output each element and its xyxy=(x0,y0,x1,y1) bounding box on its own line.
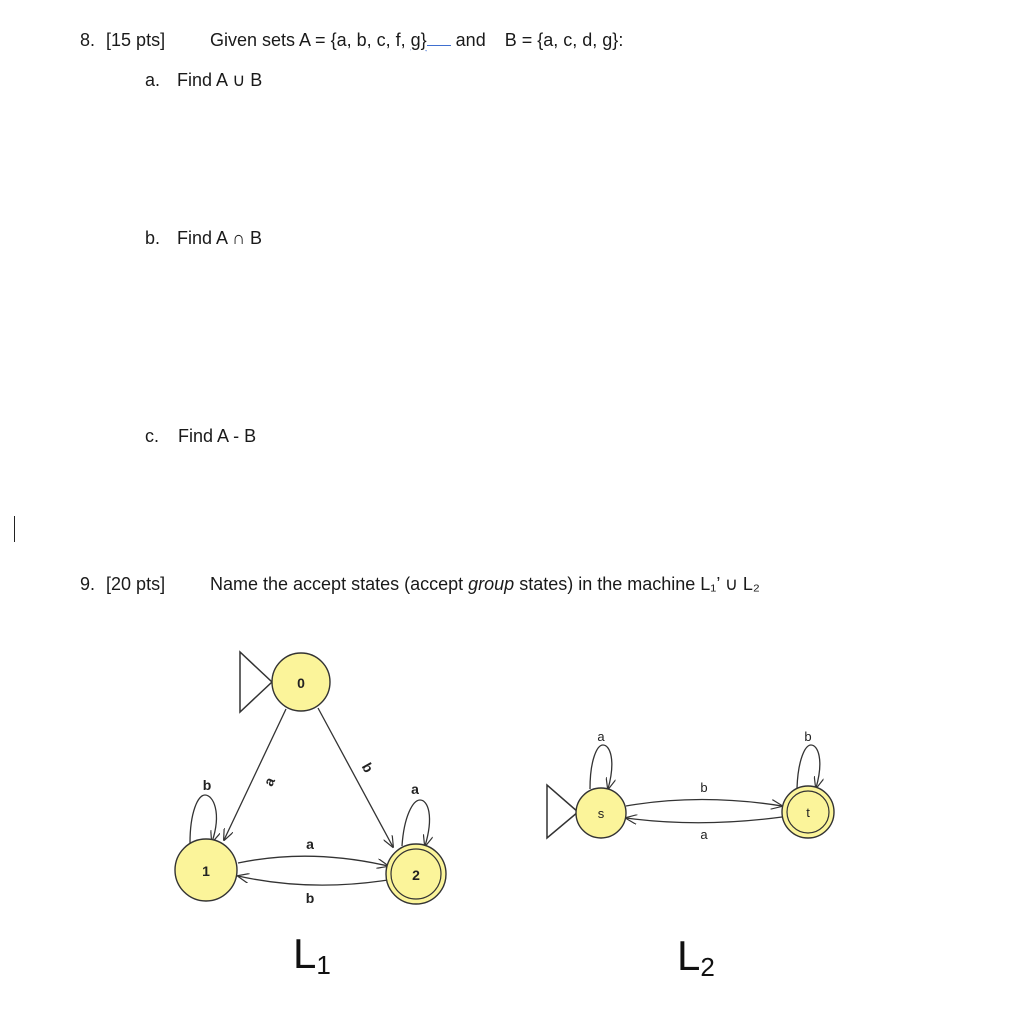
l1-edge-1-2 xyxy=(238,856,388,866)
machine-l1 xyxy=(175,652,446,980)
l1-label-edge-0-2: b xyxy=(358,759,377,776)
l2-caption-sub: 2 xyxy=(700,952,715,982)
l2-loop-s xyxy=(590,745,612,789)
l2-edge-s-t xyxy=(626,800,782,807)
q8-part-b-text: Find A ∩ B xyxy=(177,228,263,248)
l1-loop-2 xyxy=(402,800,429,846)
l2-label-edge-s-t: b xyxy=(700,780,708,795)
l2-caption-main: L xyxy=(677,932,701,979)
l2-state-s-label: s xyxy=(597,806,605,821)
q8-part-c-text: Find A - B xyxy=(178,426,257,446)
l2-caption xyxy=(677,932,715,982)
q8-number: 8. xyxy=(80,30,96,50)
l1-caption-sub: 1 xyxy=(316,950,331,980)
l1-edge-2-1 xyxy=(238,876,388,885)
q8-prompt-set-a: Given sets A = {a, b, c, f, xyxy=(210,30,411,50)
q9-number: 9. xyxy=(80,574,96,594)
q8-points: [15 pts] xyxy=(106,30,166,50)
l1-state-0-label: 0 xyxy=(297,675,305,691)
q9-prompt-post: states) in the machine L₁’ ∪ L₂ xyxy=(514,574,760,594)
q8-prompt-set-b: B = {a, c, d, g}: xyxy=(504,30,624,50)
q9-points: [20 pts] xyxy=(106,574,166,594)
l1-caption-main: L xyxy=(293,930,317,977)
l1-caption xyxy=(293,930,331,980)
q8-prompt-and: and xyxy=(455,30,486,50)
l2-edge-t-s xyxy=(626,817,782,823)
q8-part-a-text: Find A ∪ B xyxy=(177,70,263,90)
l1-edge-0-2 xyxy=(318,708,393,847)
l1-label-loop-2: a xyxy=(411,781,419,797)
l1-loop-1 xyxy=(190,795,216,843)
l1-edge-0-1 xyxy=(224,709,286,840)
l2-loop-t xyxy=(797,745,820,788)
q9-prompt-em: group xyxy=(468,574,515,594)
l2-label-edge-t-s: a xyxy=(700,827,708,842)
q8-part-b-letter: b. xyxy=(145,228,161,248)
l1-start-arrow xyxy=(240,652,272,712)
l2-label-loop-t: b xyxy=(804,729,812,744)
l1-label-edge-0-1: a xyxy=(260,774,279,789)
l1-state-1-label: 1 xyxy=(202,863,210,879)
l2-state-t-label: t xyxy=(806,805,810,820)
q8-part-a-letter: a. xyxy=(145,70,161,90)
l2-start-arrow xyxy=(547,785,578,838)
q8-part-c-letter: c. xyxy=(145,426,160,446)
machine-l2 xyxy=(547,729,834,982)
l1-state-2-label: 2 xyxy=(412,867,420,883)
l2-label-loop-s: a xyxy=(597,729,605,744)
l1-label-edge-1-2: a xyxy=(306,836,314,852)
q9-prompt-pre: Name the accept states (accept xyxy=(210,574,469,594)
l1-label-loop-1: b xyxy=(202,777,212,793)
q8-prompt-g: g} xyxy=(410,30,427,50)
l1-label-edge-2-1: b xyxy=(305,890,315,906)
